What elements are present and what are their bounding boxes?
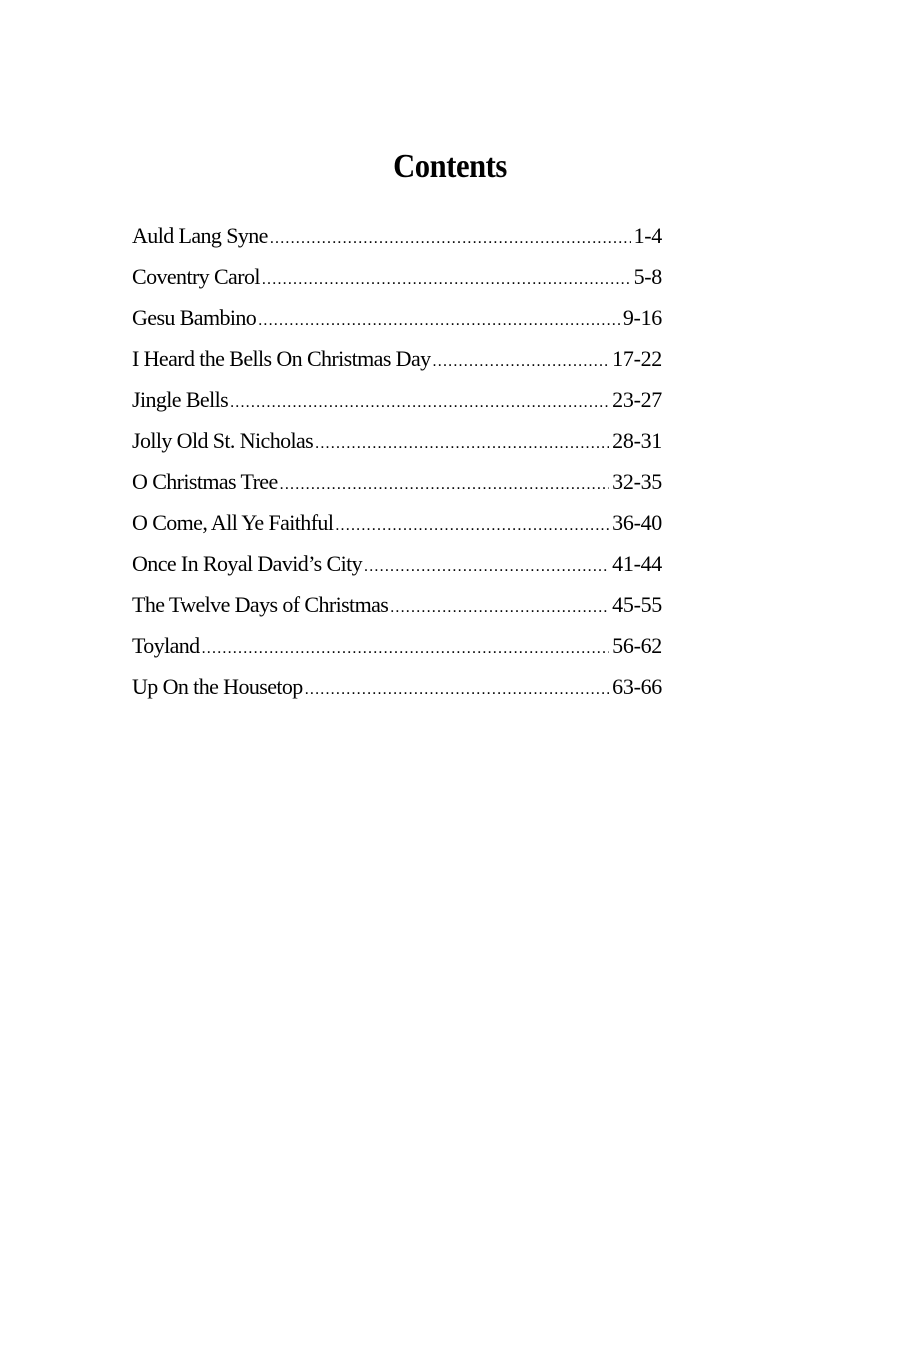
toc-entry[interactable] xyxy=(132,386,662,427)
dot-leader xyxy=(202,635,610,663)
toc-entry-title: O Christmas Tree xyxy=(132,469,278,494)
toc-entry[interactable] xyxy=(132,468,662,509)
toc-entry-title: Jingle Bells xyxy=(132,387,229,412)
toc-entry-pages: 45-55 xyxy=(612,592,662,617)
toc-entry-pages: 63-66 xyxy=(612,674,662,699)
dot-leader xyxy=(230,389,609,417)
toc-entry[interactable] xyxy=(132,509,662,550)
toc-entry-title: O Come, All Ye Faithful xyxy=(132,510,334,535)
dot-leader xyxy=(305,676,609,704)
toc-entry-title: I Heard the Bells On Christmas Day xyxy=(132,346,431,371)
toc-entry[interactable] xyxy=(132,345,662,386)
toc-entry[interactable] xyxy=(132,263,662,304)
dot-leader xyxy=(280,471,610,499)
toc-entry-pages: 1-4 xyxy=(633,223,662,248)
toc-entry[interactable] xyxy=(132,632,662,673)
toc-entry-title: The Twelve Days of Christmas xyxy=(132,592,389,617)
dot-leader xyxy=(364,553,609,581)
table-of-contents xyxy=(132,222,662,714)
toc-entry-title: Coventry Carol xyxy=(132,264,260,289)
toc-entry-title: Gesu Bambino xyxy=(132,305,257,330)
toc-entry[interactable] xyxy=(132,304,662,345)
page-title: Contents xyxy=(393,147,507,185)
toc-entry-pages: 9-16 xyxy=(622,305,662,330)
toc-entry[interactable] xyxy=(132,222,662,263)
toc-entry-pages: 28-31 xyxy=(612,428,662,453)
toc-entry-title: Up On the Housetop xyxy=(132,674,303,699)
dot-leader xyxy=(433,348,610,376)
toc-entry-pages: 36-40 xyxy=(612,510,662,535)
toc-entry-pages: 5-8 xyxy=(633,264,662,289)
toc-entry-pages: 56-62 xyxy=(612,633,662,658)
dot-leader xyxy=(258,307,620,335)
dot-leader xyxy=(315,430,609,458)
toc-entry[interactable] xyxy=(132,591,662,632)
toc-entry-title: Toyland xyxy=(132,633,200,658)
toc-entry-pages: 41-44 xyxy=(612,551,662,576)
toc-entry-title: Auld Lang Syne xyxy=(132,223,268,248)
dot-leader xyxy=(262,266,631,294)
toc-entry[interactable] xyxy=(132,550,662,591)
toc-entry[interactable] xyxy=(132,427,662,468)
toc-entry-pages: 32-35 xyxy=(612,469,662,494)
toc-entry-pages: 17-22 xyxy=(612,346,662,371)
dot-leader xyxy=(390,594,609,622)
toc-entry-pages: 23-27 xyxy=(612,387,662,412)
toc-entry-title: Once In Royal David’s City xyxy=(132,551,363,576)
dot-leader xyxy=(335,512,609,540)
dot-leader xyxy=(270,225,631,253)
toc-entry[interactable] xyxy=(132,673,662,714)
toc-entry-title: Jolly Old St. Nicholas xyxy=(132,428,314,453)
